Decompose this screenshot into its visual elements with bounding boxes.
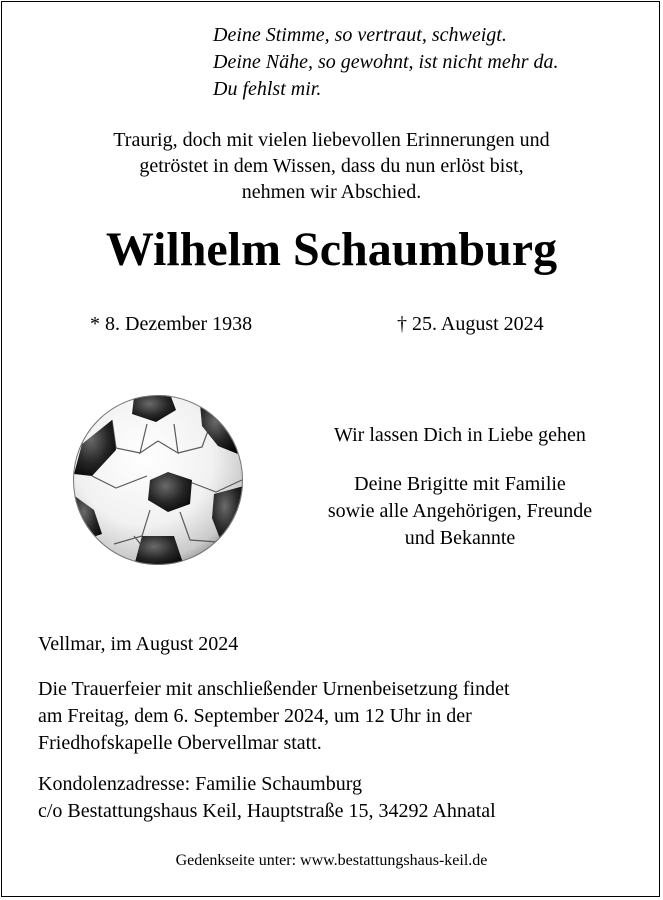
soccer-ball-icon: [72, 394, 244, 566]
place-date: Vellmar, im August 2024: [38, 633, 239, 655]
deceased-name: Wilhelm Schaumburg: [105, 223, 558, 276]
family-line: und Bekannte: [404, 527, 516, 549]
intro-line: Traurig, doch mit vielen liebevollen Erinnerungen und: [113, 129, 550, 151]
intro-line: getröstet in dem Wissen, dass du nun erlöst bist,: [139, 155, 524, 177]
farewell-text: Wir lassen Dich in Liebe gehen: [334, 424, 586, 446]
poem: [213, 22, 559, 103]
poem-line: Du fehlst mir.: [213, 78, 322, 100]
birth-date: * 8. Dezember 1938: [90, 313, 253, 335]
poem-line: Deine Stimme, so vertraut, schweigt.: [213, 24, 507, 46]
family-signature: [280, 471, 640, 552]
service-line: Die Trauerfeier mit anschließender Urnenbeisetzung findet: [38, 678, 510, 700]
family-line: sowie alle Angehörigen, Freunde: [327, 500, 593, 522]
poem-line: Deine Nähe, so gewohnt, ist nicht mehr da.: [213, 51, 559, 73]
condolence-line: Kondolenzadresse: Familie Schaumburg: [38, 773, 363, 795]
death-date: † 25. August 2024: [397, 313, 544, 335]
service-line: Friedhofskapelle Obervellmar statt.: [38, 732, 322, 754]
service-line: am Freitag, dem 6. September 2024, um 12 Uhr in der: [38, 705, 472, 727]
service-info: [38, 676, 510, 757]
condolence-address: [38, 771, 496, 825]
memorial-page-link: Gedenkseite unter: www.bestattungshaus-keil.de: [175, 852, 488, 869]
family-line: Deine Brigitte mit Familie: [354, 473, 566, 495]
condolence-line: c/o Bestattungshaus Keil, Hauptstraße 15, 34292 Ahnatal: [38, 800, 496, 822]
intro-line: nehmen wir Abschied.: [241, 181, 422, 203]
intro-text: [0, 127, 663, 205]
